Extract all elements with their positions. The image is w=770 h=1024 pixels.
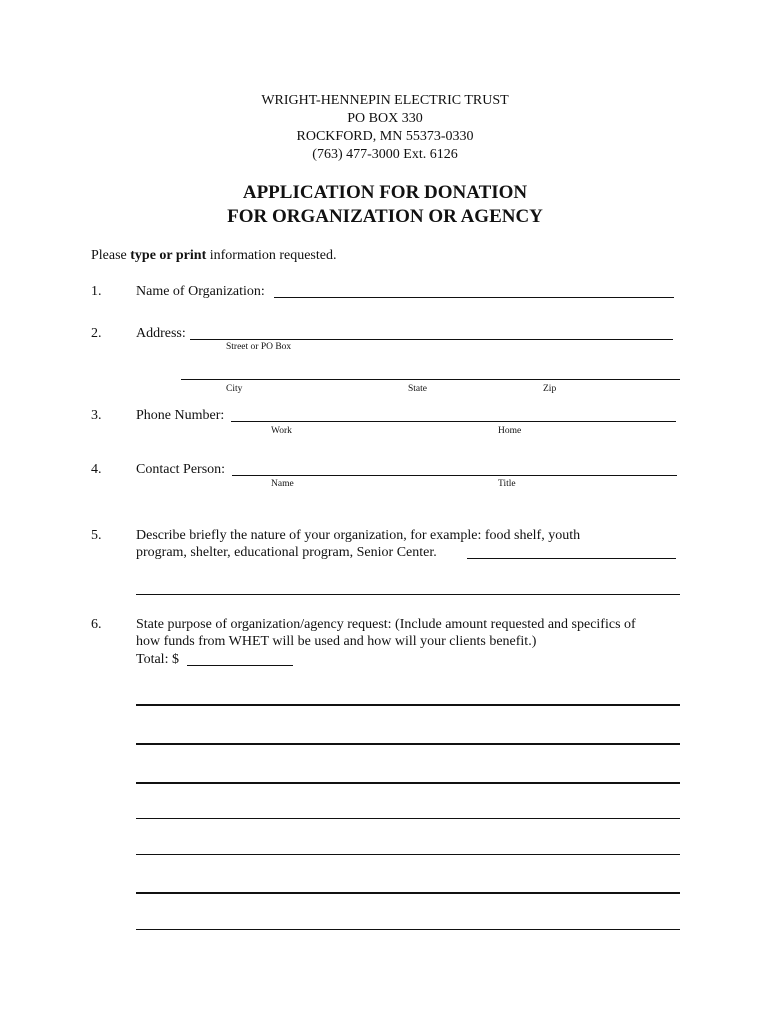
- total-label: Total: $: [136, 652, 179, 667]
- name-of-organization-label: Name of Organization:: [136, 284, 265, 299]
- phone-ext: (763) 477-3000 Ext. 6126: [312, 147, 458, 162]
- describe-field-line2[interactable]: [136, 594, 680, 595]
- describe-field-line1[interactable]: [467, 558, 676, 559]
- instructions: [91, 247, 336, 265]
- po-box: PO BOX 330: [347, 111, 423, 126]
- street-sublabel: Street or PO Box: [226, 342, 292, 352]
- describe-text-line2: program, shelter, educational program, Senior Center.: [136, 545, 437, 560]
- org-name: WRIGHT-HENNEPIN ELECTRIC TRUST: [261, 93, 509, 108]
- total-amount-field[interactable]: [187, 665, 293, 666]
- zip-sublabel: Zip: [543, 384, 557, 394]
- contact-person-field[interactable]: [232, 475, 677, 476]
- purpose-response-line[interactable]: [136, 818, 680, 819]
- describe-text-line1: Describe briefly the nature of your organization, for example: food shelf, youth: [136, 528, 581, 543]
- phone-number-label: Phone Number:: [136, 408, 225, 423]
- instructions-prefix: Please: [91, 248, 131, 263]
- name-sublabel: Name: [271, 479, 294, 489]
- purpose-response-line[interactable]: [136, 743, 680, 745]
- form-title-line1: APPLICATION FOR DONATION: [242, 182, 528, 203]
- title-sublabel: Title: [498, 479, 516, 489]
- instructions-bold: type or print: [130, 248, 207, 263]
- purpose-response-line[interactable]: [136, 929, 680, 930]
- purpose-response-line[interactable]: [136, 782, 680, 784]
- item-number-1: 1.: [91, 284, 102, 299]
- instructions-suffix: information requested.: [206, 248, 337, 263]
- state-sublabel: State: [408, 384, 427, 394]
- home-sublabel: Home: [498, 426, 522, 436]
- item-number-5: 5.: [91, 528, 102, 543]
- purpose-response-line[interactable]: [136, 854, 680, 855]
- city-sublabel: City: [226, 384, 243, 394]
- purpose-text-line1: State purpose of organization/agency request: (Include amount requested and specifics of: [136, 617, 636, 632]
- purpose-response-line[interactable]: [136, 704, 680, 706]
- name-of-organization-field[interactable]: [274, 297, 674, 298]
- address-street-field[interactable]: [190, 339, 673, 340]
- item-number-3: 3.: [91, 408, 102, 423]
- purpose-text-line2: how funds from WHET will be used and how will your clients benefit.): [136, 634, 537, 649]
- city-state-zip: ROCKFORD, MN 55373-0330: [296, 129, 474, 144]
- address-city-state-zip-field[interactable]: [181, 379, 680, 380]
- address-label: Address:: [136, 326, 186, 341]
- work-sublabel: Work: [271, 426, 292, 436]
- item-number-6: 6.: [91, 617, 102, 632]
- form-title-line2: FOR ORGANIZATION OR AGENCY: [227, 206, 543, 227]
- item-number-4: 4.: [91, 462, 102, 477]
- item-number-2: 2.: [91, 326, 102, 341]
- phone-number-field[interactable]: [231, 421, 676, 422]
- contact-person-label: Contact Person:: [136, 462, 226, 477]
- purpose-response-line[interactable]: [136, 892, 680, 894]
